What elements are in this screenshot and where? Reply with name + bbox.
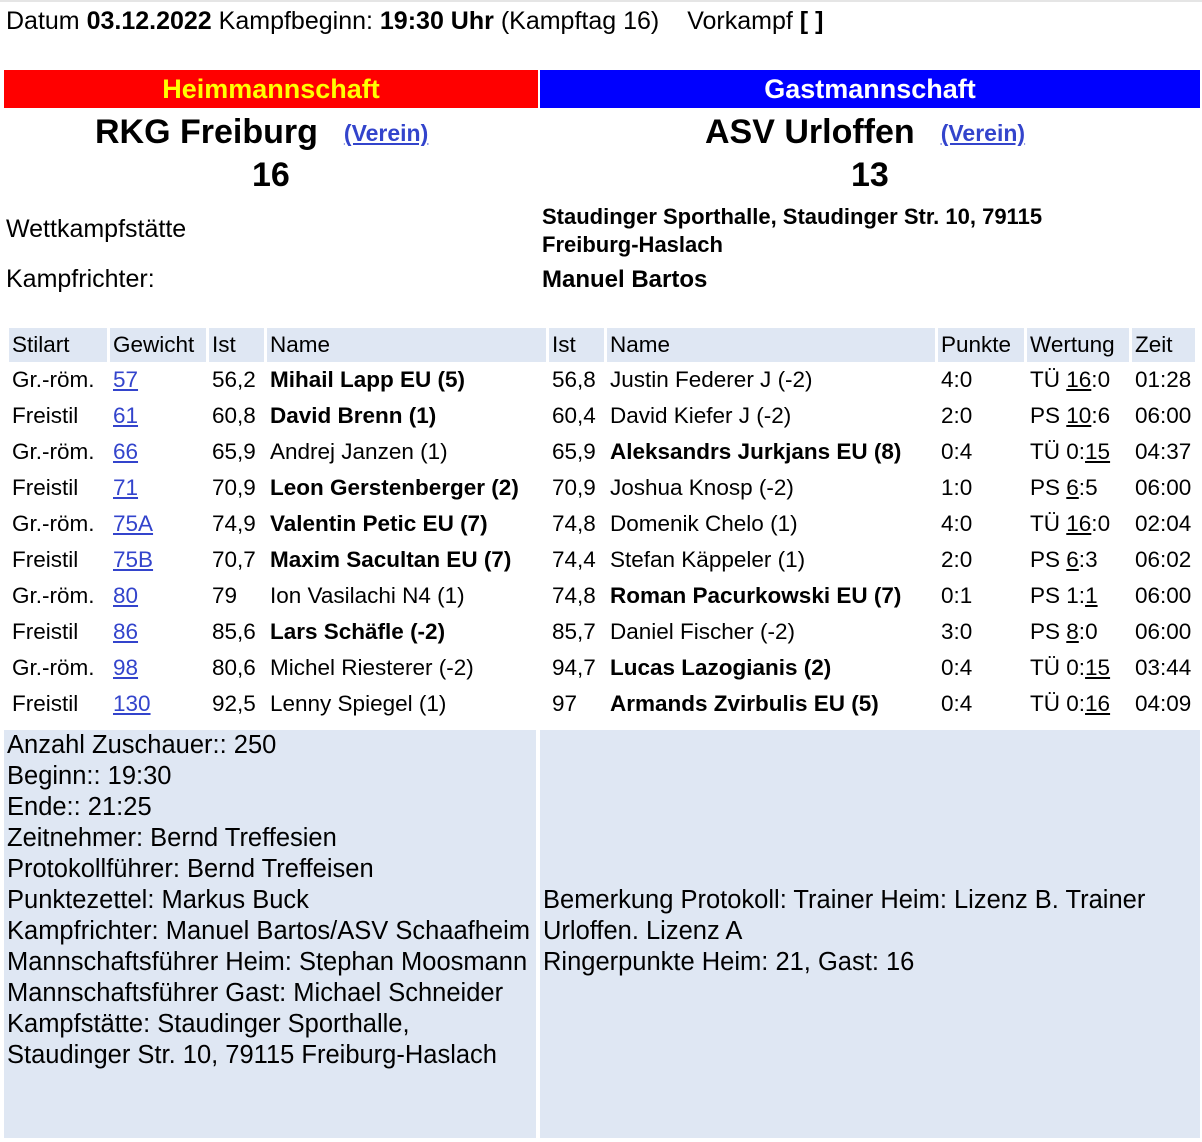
- weight-class-link[interactable]: 130: [113, 691, 151, 716]
- wertung-part: 0: [1066, 655, 1079, 680]
- table-row: [9, 542, 1195, 578]
- wertung-part: :: [1078, 583, 1086, 608]
- weight-class-link[interactable]: 57: [113, 367, 139, 392]
- stilart-cell: Gr.-röm.: [12, 439, 95, 464]
- kampfbeginn-label: Kampfbeginn:: [218, 7, 373, 35]
- bouts-table: [6, 328, 1198, 722]
- wertung-part: 6: [1066, 547, 1079, 572]
- punkte-cell: 0:4: [941, 691, 973, 716]
- zeit-cell: 06:00: [1135, 583, 1192, 608]
- zeit-cell: 02:04: [1135, 511, 1192, 536]
- kampftag: (Kampftag 16): [500, 7, 660, 35]
- home-score: 16: [252, 156, 290, 194]
- stilart-cell: Gr.-röm.: [12, 367, 95, 392]
- wertung-part: TÜ: [1030, 655, 1060, 680]
- wertung-part: :: [1078, 655, 1086, 680]
- stilart-cell: Freistil: [12, 475, 79, 500]
- ist-home-cell: 70,7: [212, 547, 256, 572]
- wertung-cell: [1027, 434, 1129, 470]
- wertung-part: PS: [1030, 619, 1061, 644]
- vorkampf-box: [ ]: [799, 7, 824, 35]
- punkte-cell: 2:0: [941, 403, 973, 428]
- ist-home-cell: 60,8: [212, 403, 256, 428]
- table-row: [9, 398, 1195, 434]
- gewicht-cell: [110, 686, 206, 722]
- guest-verein-link[interactable]: (Verein): [940, 120, 1026, 146]
- wertung-part: :: [1078, 439, 1086, 464]
- weight-class-link[interactable]: 66: [113, 439, 139, 464]
- wrestler-guest-cell: Joshua Knosp (-2): [610, 475, 794, 500]
- wrestler-home-cell: Lenny Spiegel (1): [270, 691, 447, 716]
- wrestler-guest-cell: Armands Zvirbulis EU (5): [610, 691, 879, 716]
- wertung-part: 6: [1097, 403, 1111, 428]
- info-line: Kampfstätte: Staudinger Sporthalle, Staudinger Str. 10, 79115 Freiburg-Haslach: [7, 1010, 497, 1069]
- stilart-cell: Freistil: [12, 547, 79, 572]
- ist-guest-cell: 74,4: [552, 547, 596, 572]
- zeit-cell: 06:00: [1135, 619, 1192, 644]
- match-info-panel: [4, 730, 536, 1138]
- punkte-cell: 0:4: [941, 655, 973, 680]
- ist-home-cell: 56,2: [212, 367, 256, 392]
- ist-guest-cell: 74,8: [552, 583, 596, 608]
- ist-guest-cell: 60,4: [552, 403, 596, 428]
- wertung-cell: [1027, 578, 1129, 614]
- home-team-band: Heimmannschaft: [4, 70, 538, 108]
- zeit-cell: 04:37: [1135, 439, 1192, 464]
- wertung-part: 0: [1066, 691, 1079, 716]
- info-line: Kampfrichter: Manuel Bartos/ASV Schaafheim: [7, 917, 530, 945]
- gewicht-cell: [110, 398, 206, 434]
- punkte-cell: 1:0: [941, 475, 973, 500]
- stilart-cell: Freistil: [12, 691, 79, 716]
- datum-value: 03.12.2022: [86, 7, 212, 35]
- wertung-cell: [1027, 470, 1129, 506]
- wrestler-home-cell: Andrej Janzen (1): [270, 439, 448, 464]
- zeit-cell: 04:09: [1135, 691, 1192, 716]
- info-line: Ende:: 21:25: [7, 793, 152, 821]
- ist-home-cell: 65,9: [212, 439, 256, 464]
- wrestler-guest-cell: Aleksandrs Jurkjans EU (8): [610, 439, 902, 464]
- wertung-part: :: [1078, 475, 1086, 500]
- stilart-cell: Gr.-röm.: [12, 583, 95, 608]
- wertung-part: 8: [1066, 619, 1079, 644]
- punkte-cell: 0:1: [941, 583, 973, 608]
- wertung-part: 16: [1066, 511, 1092, 536]
- wertung-part: :: [1091, 403, 1098, 428]
- col-punkte: Punkte: [938, 328, 1024, 362]
- wertung-part: 16: [1066, 367, 1092, 392]
- referee-value: Manuel Bartos: [542, 266, 708, 293]
- home-verein-link[interactable]: (Verein): [343, 120, 429, 146]
- ist-home-cell: 79: [212, 583, 238, 608]
- wrestler-home-cell: Ion Vasilachi N4 (1): [270, 583, 465, 608]
- ist-guest-cell: 65,9: [552, 439, 596, 464]
- col-name-home: Name: [267, 328, 546, 362]
- weight-class-link[interactable]: 80: [113, 583, 139, 608]
- ist-home-cell: 85,6: [212, 619, 256, 644]
- wertung-part: 6: [1066, 475, 1079, 500]
- wertung-cell: [1027, 614, 1129, 650]
- wertung-part: TÜ: [1030, 511, 1060, 536]
- table-row: [9, 506, 1195, 542]
- wrestler-guest-cell: Justin Federer J (-2): [610, 367, 813, 392]
- datum-label: Datum: [6, 7, 80, 35]
- guest-team-name: ASV Urloffen: [705, 113, 915, 151]
- wertung-cell: [1027, 398, 1129, 434]
- wertung-cell: [1027, 686, 1129, 722]
- wertung-part: TÜ: [1030, 439, 1060, 464]
- info-line: Mannschaftsführer Gast: Michael Schneider: [7, 979, 504, 1007]
- gewicht-cell: [110, 614, 206, 650]
- wrestler-home-cell: David Brenn (1): [270, 403, 437, 428]
- weight-class-link[interactable]: 61: [113, 403, 139, 428]
- col-gewicht: Gewicht: [110, 328, 206, 362]
- ist-home-cell: 92,5: [212, 691, 256, 716]
- gewicht-cell: [110, 578, 206, 614]
- ist-guest-cell: 85,7: [552, 619, 596, 644]
- ist-guest-cell: 74,8: [552, 511, 596, 536]
- referee-label: Kampfrichter:: [6, 265, 155, 293]
- wertung-part: PS: [1030, 475, 1061, 500]
- wertung-part: :: [1078, 619, 1086, 644]
- wertung-part: TÜ: [1030, 367, 1060, 392]
- table-row: [9, 470, 1195, 506]
- stilart-cell: Gr.-röm.: [12, 655, 95, 680]
- wertung-part: :: [1091, 511, 1098, 536]
- wrestler-guest-cell: Roman Pacurkowski EU (7): [610, 583, 902, 608]
- wrestler-home-cell: Michel Riesterer (-2): [270, 655, 474, 680]
- weight-class-link[interactable]: 75B: [113, 547, 154, 572]
- punkte-cell: 0:4: [941, 439, 973, 464]
- wertung-cell: [1027, 362, 1129, 398]
- wertung-part: PS: [1030, 583, 1061, 608]
- table-row: [9, 578, 1195, 614]
- wertung-part: 3: [1085, 547, 1098, 572]
- home-team-name: RKG Freiburg: [95, 113, 318, 151]
- table-row: [9, 614, 1195, 650]
- table-row: [9, 650, 1195, 686]
- col-ist-guest: Ist: [549, 328, 604, 362]
- protocol-remarks-panel: [540, 730, 1200, 1138]
- wertung-part: TÜ: [1030, 691, 1060, 716]
- wertung-part: :: [1078, 547, 1086, 572]
- wrestler-guest-cell: Lucas Lazogianis (2): [610, 655, 832, 680]
- wrestler-home-cell: Lars Schäfle (-2): [270, 619, 446, 644]
- ist-home-cell: 74,9: [212, 511, 256, 536]
- wertung-cell: [1027, 506, 1129, 542]
- wrestler-home-cell: Leon Gerstenberger (2): [270, 475, 519, 500]
- venue-value: Staudinger Sporthalle, Staudinger Str. 10, 79115 Freiburg-Haslach: [542, 204, 1043, 257]
- weight-class-link[interactable]: 71: [113, 475, 139, 500]
- guest-team: [705, 113, 1025, 155]
- wertung-part: 0: [1097, 367, 1111, 392]
- info-line: Beginn:: 19:30: [7, 762, 172, 790]
- wertung-part: 0: [1085, 619, 1098, 644]
- wertung-part: 0: [1097, 511, 1111, 536]
- weight-class-link[interactable]: 86: [113, 619, 139, 644]
- punkte-cell: 4:0: [941, 511, 973, 536]
- stilart-cell: Freistil: [12, 619, 79, 644]
- col-zeit: Zeit: [1132, 328, 1195, 362]
- remark-line: Ringerpunkte Heim: 21, Gast: 16: [543, 948, 915, 976]
- info-line: Mannschaftsführer Heim: Stephan Moosmann: [7, 948, 528, 976]
- ist-guest-cell: 70,9: [552, 475, 596, 500]
- wrestler-guest-cell: Stefan Käppeler (1): [610, 547, 806, 572]
- ist-home-cell: 80,6: [212, 655, 256, 680]
- punkte-cell: 3:0: [941, 619, 973, 644]
- venue-label: Wettkampfstätte: [6, 215, 187, 243]
- stilart-cell: Freistil: [12, 403, 79, 428]
- col-name-guest: Name: [607, 328, 935, 362]
- wertung-part: :: [1091, 367, 1098, 392]
- wertung-part: 16: [1085, 691, 1111, 716]
- info-line: Punktezettel: Markus Buck: [7, 886, 309, 914]
- table-row: [9, 686, 1195, 722]
- ist-guest-cell: 56,8: [552, 367, 596, 392]
- wertung-part: :: [1078, 691, 1086, 716]
- home-team: [95, 113, 428, 155]
- weight-class-link[interactable]: 98: [113, 655, 139, 680]
- wrestler-guest-cell: David Kiefer J (-2): [610, 403, 792, 428]
- wertung-cell: [1027, 542, 1129, 578]
- col-stilart: Stilart: [9, 328, 107, 362]
- table-row: [9, 434, 1195, 470]
- zeit-cell: 03:44: [1135, 655, 1192, 680]
- wrestler-home-cell: Maxim Sacultan EU (7): [270, 547, 512, 572]
- kampfbeginn-value: 19:30 Uhr: [379, 7, 494, 35]
- top-border: [0, 0, 1202, 2]
- zeit-cell: 01:28: [1135, 367, 1192, 392]
- wertung-cell: [1027, 650, 1129, 686]
- remark-line: Bemerkung Protokoll: Trainer Heim: Lizenz B. Trainer Urloffen. Lizenz A: [543, 886, 1146, 945]
- info-line: Zeitnehmer: Bernd Treffesien: [7, 824, 337, 852]
- ist-guest-cell: 97: [552, 691, 578, 716]
- wrestler-guest-cell: Domenik Chelo (1): [610, 511, 798, 536]
- wrestler-home-cell: Mihail Lapp EU (5): [270, 367, 466, 392]
- ist-guest-cell: 94,7: [552, 655, 596, 680]
- wrestler-home-cell: Valentin Petic EU (7): [270, 511, 488, 536]
- wertung-part: 5: [1085, 475, 1098, 500]
- zeit-cell: 06:02: [1135, 547, 1192, 572]
- gewicht-cell: [110, 542, 206, 578]
- match-header-line: [6, 4, 823, 38]
- zeit-cell: 06:00: [1135, 475, 1192, 500]
- info-line: Anzahl Zuschauer:: 250: [7, 731, 277, 759]
- wertung-part: 1: [1066, 583, 1079, 608]
- vorkampf-label: Vorkampf: [687, 7, 793, 35]
- wertung-part: 15: [1085, 655, 1111, 680]
- wertung-part: 10: [1066, 403, 1092, 428]
- punkte-cell: 4:0: [941, 367, 973, 392]
- table-row: [9, 362, 1195, 398]
- col-wertung: Wertung: [1027, 328, 1129, 362]
- col-ist-home: Ist: [209, 328, 264, 362]
- wertung-part: 1: [1085, 583, 1098, 608]
- stilart-cell: Gr.-röm.: [12, 511, 95, 536]
- ist-home-cell: 70,9: [212, 475, 256, 500]
- wertung-part: PS: [1030, 403, 1061, 428]
- info-line: Protokollführer: Bernd Treffeisen: [7, 855, 374, 883]
- gewicht-cell: [110, 434, 206, 470]
- guest-score: 13: [851, 156, 889, 194]
- gewicht-cell: [110, 362, 206, 398]
- guest-team-band: Gastmannschaft: [540, 70, 1200, 108]
- wertung-part: PS: [1030, 547, 1061, 572]
- punkte-cell: 2:0: [941, 547, 973, 572]
- wertung-part: 15: [1085, 439, 1111, 464]
- table-header-row: [9, 328, 1195, 362]
- weight-class-link[interactable]: 75A: [113, 511, 154, 536]
- gewicht-cell: [110, 470, 206, 506]
- gewicht-cell: [110, 506, 206, 542]
- wertung-part: 0: [1066, 439, 1079, 464]
- wrestler-guest-cell: Daniel Fischer (-2): [610, 619, 796, 644]
- zeit-cell: 06:00: [1135, 403, 1192, 428]
- gewicht-cell: [110, 650, 206, 686]
